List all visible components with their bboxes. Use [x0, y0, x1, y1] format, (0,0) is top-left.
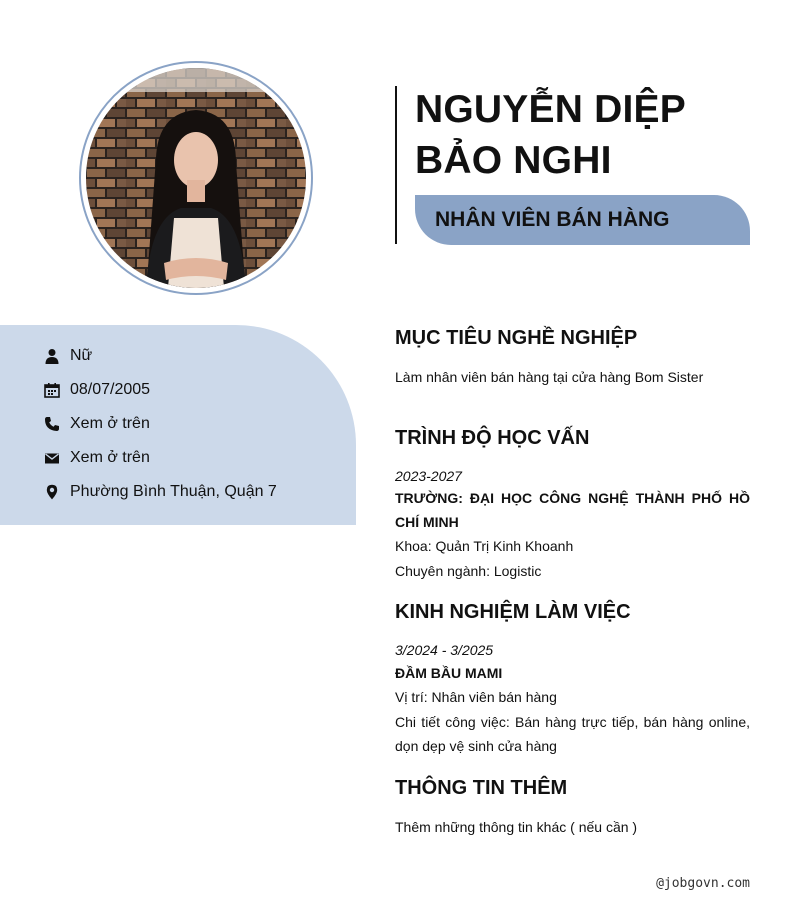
phone-icon	[44, 416, 60, 432]
candidate-name-line1: NGUYỄN DIỆP	[415, 88, 686, 131]
location-pin-icon	[44, 484, 60, 500]
objective-heading: MỤC TIÊU NGHỀ NGHIỆP	[395, 327, 638, 349]
extra-info-text: Thêm những thông tin khác ( nếu cần )	[395, 819, 638, 835]
objective-text: Làm nhân viên bán hàng tại cửa hàng Bom Sister	[395, 369, 704, 385]
watermark-text: @jobgovn.com	[656, 876, 750, 891]
birthday-value: 08/07/2005	[70, 381, 151, 398]
calendar-icon	[44, 382, 60, 398]
profile-photo	[86, 68, 306, 288]
profile-photo-illustration	[86, 68, 306, 288]
job-title-badge	[415, 195, 750, 245]
name-accent-bar	[395, 86, 397, 244]
gender-value: Nữ	[70, 347, 93, 364]
contact-phone	[44, 412, 150, 436]
contact-birthday	[44, 378, 150, 402]
education-heading: TRÌNH ĐỘ HỌC VẤN	[395, 427, 590, 449]
contact-gender	[44, 344, 92, 368]
extra-info-heading: THÔNG TIN THÊM	[395, 777, 568, 799]
candidate-name-line2: BẢO NGHI	[415, 139, 612, 182]
email-value: Xem ở trên	[70, 449, 150, 466]
education-period: 2023-2027	[395, 468, 462, 484]
education-faculty: Khoa: Quản Trị Kinh Khoanh	[395, 538, 574, 554]
experience-company: ĐẦM BẦU MAMI	[395, 665, 503, 681]
profile-photo-frame	[79, 61, 313, 295]
experience-period: 3/2024 - 3/2025	[395, 642, 494, 658]
person-icon	[44, 348, 60, 364]
experience-heading: KINH NGHIỆM LÀM VIỆC	[395, 601, 631, 623]
education-school: TRƯỜNG: ĐẠI HỌC CÔNG NGHỆ THÀNH PHỐ HỒ CHÍ MINH	[395, 490, 750, 530]
contact-address	[44, 480, 277, 504]
experience-details: Chi tiết công việc: Bán hàng trực tiếp, bán hàng online, dọn dẹp vệ sinh cửa hàng	[395, 714, 750, 754]
contact-email	[44, 446, 150, 470]
education-major: Chuyên ngành: Logistic	[395, 563, 542, 579]
mail-icon	[44, 450, 60, 466]
candidate-name	[415, 84, 775, 186]
job-title-text: NHÂN VIÊN BÁN HÀNG	[435, 208, 670, 231]
experience-position: Vị trí: Nhân viên bán hàng	[395, 689, 557, 705]
phone-value: Xem ở trên	[70, 415, 150, 432]
address-value: Phường Bình Thuận, Quận 7	[70, 483, 277, 500]
